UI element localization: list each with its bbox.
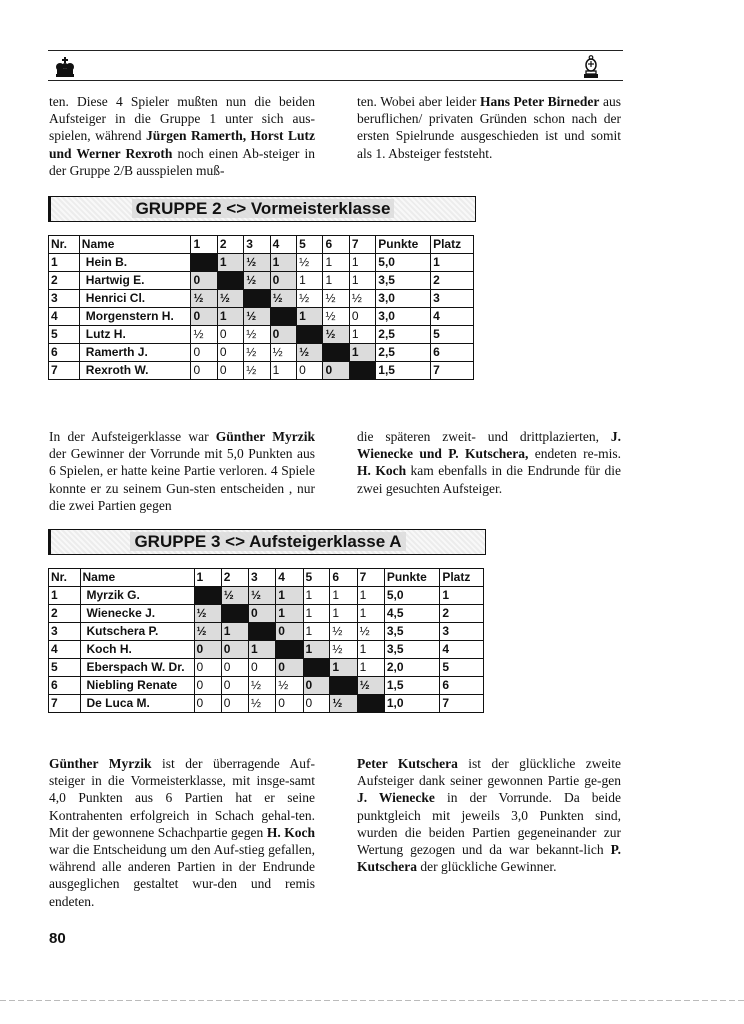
player-name-cell: Myrzik G.: [80, 587, 194, 605]
result-cell: 1: [217, 254, 243, 272]
player-name-cell: Lutz H.: [79, 326, 191, 344]
bottom-right-run: in der Vorrunde. Da beide punktgleich mit jeweils 3,0 Punkten sind, wurden die beiden Partien gegeneinander zur Wertung gezogen und da war bekannt-lich: [357, 790, 621, 858]
bottom-right-run: P. Kutschera: [357, 842, 621, 875]
place-cell: 2: [431, 272, 474, 290]
rank-number-cell: 4: [49, 308, 80, 326]
points-cell: 1,5: [376, 362, 431, 380]
result-cell: ½: [249, 677, 276, 695]
result-cell: ½: [191, 290, 217, 308]
result-cell: [323, 344, 349, 362]
top-right-run: ten. Wobei aber leider: [357, 94, 480, 109]
rank-number-cell: 2: [49, 272, 80, 290]
intro-text-left: [49, 93, 315, 179]
place-cell: 3: [431, 290, 474, 308]
result-cell: 1: [357, 659, 384, 677]
player-name-cell: Henrici Cl.: [79, 290, 191, 308]
column-header: 7: [349, 236, 375, 254]
result-cell: 1: [276, 587, 303, 605]
rank-number-cell: 5: [49, 659, 81, 677]
table-row: [49, 695, 484, 713]
result-cell: ½: [357, 677, 384, 695]
result-cell: [297, 326, 323, 344]
result-cell: 0: [276, 623, 303, 641]
mid-right-run: J. Wienecke und P. Kutschera,: [357, 429, 621, 462]
column-header: Platz: [431, 236, 474, 254]
points-cell: 1,0: [384, 695, 440, 713]
place-cell: 2: [440, 605, 484, 623]
table-row: [49, 677, 484, 695]
result-cell: ½: [217, 290, 243, 308]
result-cell: 1: [349, 326, 375, 344]
table-row: [49, 587, 484, 605]
table-row: [49, 254, 474, 272]
mid-left-run: In der Aufsteigerklasse war: [49, 429, 216, 444]
result-cell: ½: [244, 362, 270, 380]
result-cell: ½: [244, 272, 270, 290]
player-name-cell: Ramerth J.: [79, 344, 191, 362]
mid-right-run: H. Koch: [357, 463, 407, 479]
result-cell: [217, 272, 243, 290]
points-cell: 5,0: [384, 587, 440, 605]
result-cell: 1: [270, 254, 296, 272]
result-cell: ½: [330, 695, 357, 713]
result-cell: ½: [270, 290, 296, 308]
mid-left-run: der Gewinner der Vorrunde mit 5,0 Punkten aus 6 Spielen, er hatte keine Partie verloren. 4 Spiele konnte er zu seinem Gun-sten entscheiden , nur die zwei Partien gegen: [49, 446, 315, 513]
result-cell: 0: [270, 326, 296, 344]
rank-number-cell: 7: [49, 362, 80, 380]
result-cell: 0: [323, 362, 349, 380]
result-cell: 1: [303, 641, 330, 659]
table-row: [49, 308, 474, 326]
place-cell: 3: [440, 623, 484, 641]
result-cell: 0: [191, 272, 217, 290]
result-cell: ½: [221, 587, 248, 605]
result-cell: 1: [323, 254, 349, 272]
place-cell: 1: [431, 254, 474, 272]
column-header: Name: [80, 569, 194, 587]
mid-right-run: endeten re-mis.: [528, 446, 622, 462]
result-cell: 0: [303, 677, 330, 695]
result-cell: 1: [221, 623, 248, 641]
place-cell: 6: [440, 677, 484, 695]
result-cell: 1: [330, 587, 357, 605]
column-header: Nr.: [49, 569, 81, 587]
result-cell: [191, 254, 217, 272]
result-cell: [221, 605, 248, 623]
result-cell: ½: [244, 308, 270, 326]
group2-title: GRUPPE 2 <> Vormeisterklasse: [132, 199, 395, 218]
result-cell: 0: [194, 659, 221, 677]
result-cell: 1: [357, 587, 384, 605]
column-header: Name: [79, 236, 191, 254]
column-header: Platz: [440, 569, 484, 587]
player-name-cell: Morgenstern H.: [79, 308, 191, 326]
column-header: 6: [330, 569, 357, 587]
result-cell: ½: [249, 587, 276, 605]
closing-text-right: [357, 755, 621, 875]
result-cell: ½: [244, 254, 270, 272]
column-header: 4: [270, 236, 296, 254]
bishop-chess-icon: [582, 55, 600, 79]
result-cell: 0: [191, 344, 217, 362]
result-cell: 0: [217, 344, 243, 362]
column-header: 3: [244, 236, 270, 254]
group3-table: [48, 568, 484, 713]
result-cell: [194, 587, 221, 605]
points-cell: 5,0: [376, 254, 431, 272]
result-cell: 1: [303, 587, 330, 605]
place-cell: 1: [440, 587, 484, 605]
bottom-right-run: J. Wienecke: [357, 790, 435, 806]
rank-number-cell: 1: [49, 254, 80, 272]
place-cell: 4: [431, 308, 474, 326]
result-cell: 0: [217, 362, 243, 380]
page-number: 80: [49, 930, 66, 947]
result-cell: 0: [221, 641, 248, 659]
result-cell: ½: [276, 677, 303, 695]
column-header: 4: [276, 569, 303, 587]
column-header: Punkte: [376, 236, 431, 254]
player-name-cell: Wienecke J.: [80, 605, 194, 623]
bottom-left-run: war die Entscheidung um den Auf-stieg gefallen, während alle anderen Partien in der Endrunde ausgeglichen gestaltet wur-den und remis endeten.: [49, 842, 315, 909]
points-cell: 3,5: [384, 623, 440, 641]
king-chess-icon: [54, 56, 76, 78]
group2-banner: [48, 196, 476, 222]
page-bottom-rule: [0, 1000, 744, 1001]
result-cell: 0: [349, 308, 375, 326]
player-name-cell: Hartwig E.: [79, 272, 191, 290]
result-cell: ½: [323, 308, 349, 326]
column-header: 2: [221, 569, 248, 587]
result-cell: ½: [330, 623, 357, 641]
intro-text-right: [357, 93, 621, 162]
column-header: Punkte: [384, 569, 440, 587]
result-cell: 1: [276, 605, 303, 623]
result-cell: ½: [194, 605, 221, 623]
result-cell: 1: [357, 641, 384, 659]
place-cell: 7: [440, 695, 484, 713]
rank-number-cell: 5: [49, 326, 80, 344]
result-cell: 0: [194, 695, 221, 713]
bottom-right-run: ist der glückliche zweite Aufsteiger dank seiner gewonnen Partie ge-gen: [357, 756, 622, 789]
table-row: [49, 641, 484, 659]
column-header: 5: [297, 236, 323, 254]
bottom-left-run: ist der überragende Auf-steiger in die Vormeisterklasse, mit insge-samt 4,0 Punkten aus 6 Partien hat er seine Kontrahenten erfolgreich in Schach gehal-ten. Mit der gewonnene Schachpartie gegen: [49, 756, 316, 840]
player-name-cell: Niebling Renate: [80, 677, 194, 695]
result-cell: [276, 641, 303, 659]
points-cell: 2,0: [384, 659, 440, 677]
column-header: Nr.: [49, 236, 80, 254]
header-rule-top: [48, 50, 623, 51]
table-row: [49, 272, 474, 290]
top-right-run: Hans Peter Birneder: [479, 94, 600, 109]
result-cell: 0: [249, 605, 276, 623]
result-cell: ½: [194, 623, 221, 641]
result-cell: 0: [194, 677, 221, 695]
top-left-run: Jürgen Ramerth, Horst Lutz und Werner Rexroth: [49, 128, 315, 161]
result-cell: 1: [217, 308, 243, 326]
rank-number-cell: 1: [49, 587, 81, 605]
player-name-cell: Koch H.: [80, 641, 194, 659]
table-row: [49, 362, 474, 380]
points-cell: 4,5: [384, 605, 440, 623]
table-row: [49, 290, 474, 308]
result-cell: 0: [221, 659, 248, 677]
player-name-cell: Hein B.: [79, 254, 191, 272]
points-cell: 2,5: [376, 344, 431, 362]
top-right-run: aus beruflichen/ privaten Gründen schon nach der ersten Spielrunde ausgeschieden ist und somit als 1. Absteiger feststeht.: [357, 94, 621, 161]
points-cell: 1,5: [384, 677, 440, 695]
table-header-row: [49, 236, 474, 254]
mid-right-run: die späteren zweit- und drittplazierten,: [357, 429, 611, 444]
result-cell: 0: [303, 695, 330, 713]
result-cell: 0: [276, 659, 303, 677]
result-cell: 1: [249, 641, 276, 659]
player-name-cell: Kutschera P.: [80, 623, 194, 641]
mid-right-run: kam ebenfalls in die Endrunde für die zwei gesuchten Aufsteiger.: [357, 463, 621, 496]
bottom-right-run: der glückliche Gewinner.: [417, 859, 557, 875]
middle-text-right: [357, 428, 621, 497]
result-cell: [349, 362, 375, 380]
rank-number-cell: 2: [49, 605, 81, 623]
result-cell: 1: [297, 308, 323, 326]
table-row: [49, 659, 484, 677]
top-left-run: noch einen Ab-steiger in der Gruppe 2/B ausspielen muß-: [49, 145, 315, 178]
points-cell: 3,0: [376, 308, 431, 326]
points-cell: 2,5: [376, 326, 431, 344]
place-cell: 5: [440, 659, 484, 677]
bottom-right-run: Peter Kutschera: [357, 756, 458, 771]
column-header: 3: [249, 569, 276, 587]
result-cell: 1: [349, 344, 375, 362]
middle-text-left: [49, 428, 315, 514]
result-cell: [330, 677, 357, 695]
result-cell: ½: [191, 326, 217, 344]
group3-title: GRUPPE 3 <> Aufsteigerklasse A: [130, 532, 405, 551]
result-cell: ½: [330, 641, 357, 659]
result-cell: 0: [191, 362, 217, 380]
table-row: [49, 605, 484, 623]
player-name-cell: Rexroth W.: [79, 362, 191, 380]
result-cell: ½: [297, 290, 323, 308]
player-name-cell: Eberspach W. Dr.: [80, 659, 194, 677]
result-cell: 1: [297, 272, 323, 290]
result-cell: 0: [191, 308, 217, 326]
rank-number-cell: 4: [49, 641, 81, 659]
table-row: [49, 344, 474, 362]
result-cell: 1: [303, 623, 330, 641]
place-cell: 6: [431, 344, 474, 362]
column-header: 2: [217, 236, 243, 254]
result-cell: ½: [244, 326, 270, 344]
column-header: 1: [194, 569, 221, 587]
result-cell: ½: [357, 623, 384, 641]
result-cell: ½: [297, 344, 323, 362]
result-cell: ½: [349, 290, 375, 308]
rank-number-cell: 6: [49, 344, 80, 362]
rank-number-cell: 3: [49, 623, 81, 641]
result-cell: ½: [323, 326, 349, 344]
bottom-left-run: Günther Myrzik: [49, 756, 152, 771]
mid-left-run: Günther Myrzik: [215, 429, 316, 444]
result-cell: 0: [270, 272, 296, 290]
table-row: [49, 326, 474, 344]
rank-number-cell: 3: [49, 290, 80, 308]
result-cell: [244, 290, 270, 308]
result-cell: 1: [349, 272, 375, 290]
result-cell: 1: [330, 605, 357, 623]
place-cell: 7: [431, 362, 474, 380]
result-cell: 0: [276, 695, 303, 713]
result-cell: 1: [303, 605, 330, 623]
top-left-run: ten. Diese 4 Spieler mußten nun die beiden Aufsteiger in die Gruppe 1 unter sich aus-spielen, während: [49, 94, 315, 144]
result-cell: ½: [244, 344, 270, 362]
group2-table: [48, 235, 474, 380]
header-rule-bottom: [48, 80, 623, 81]
table-header-row: [49, 569, 484, 587]
place-cell: 5: [431, 326, 474, 344]
group3-banner: [48, 529, 486, 555]
place-cell: 4: [440, 641, 484, 659]
rank-number-cell: 7: [49, 695, 81, 713]
points-cell: 3,5: [376, 272, 431, 290]
result-cell: 1: [349, 254, 375, 272]
result-cell: 1: [330, 659, 357, 677]
closing-text-left: [49, 755, 315, 910]
table-row: [49, 623, 484, 641]
column-header: 1: [191, 236, 217, 254]
bottom-left-run: H. Koch: [266, 824, 315, 840]
result-cell: 0: [297, 362, 323, 380]
result-cell: 0: [217, 326, 243, 344]
result-cell: 0: [249, 659, 276, 677]
result-cell: [270, 308, 296, 326]
result-cell: [357, 695, 384, 713]
column-header: 6: [323, 236, 349, 254]
result-cell: 0: [221, 695, 248, 713]
result-cell: 1: [323, 272, 349, 290]
result-cell: 0: [221, 677, 248, 695]
result-cell: ½: [297, 254, 323, 272]
result-cell: [249, 623, 276, 641]
result-cell: 1: [357, 605, 384, 623]
result-cell: ½: [270, 344, 296, 362]
column-header: 7: [357, 569, 384, 587]
points-cell: 3,0: [376, 290, 431, 308]
result-cell: ½: [249, 695, 276, 713]
column-header: 5: [303, 569, 330, 587]
result-cell: ½: [323, 290, 349, 308]
player-name-cell: De Luca M.: [80, 695, 194, 713]
points-cell: 3,5: [384, 641, 440, 659]
rank-number-cell: 6: [49, 677, 81, 695]
result-cell: [303, 659, 330, 677]
result-cell: 0: [194, 641, 221, 659]
result-cell: 1: [270, 362, 296, 380]
